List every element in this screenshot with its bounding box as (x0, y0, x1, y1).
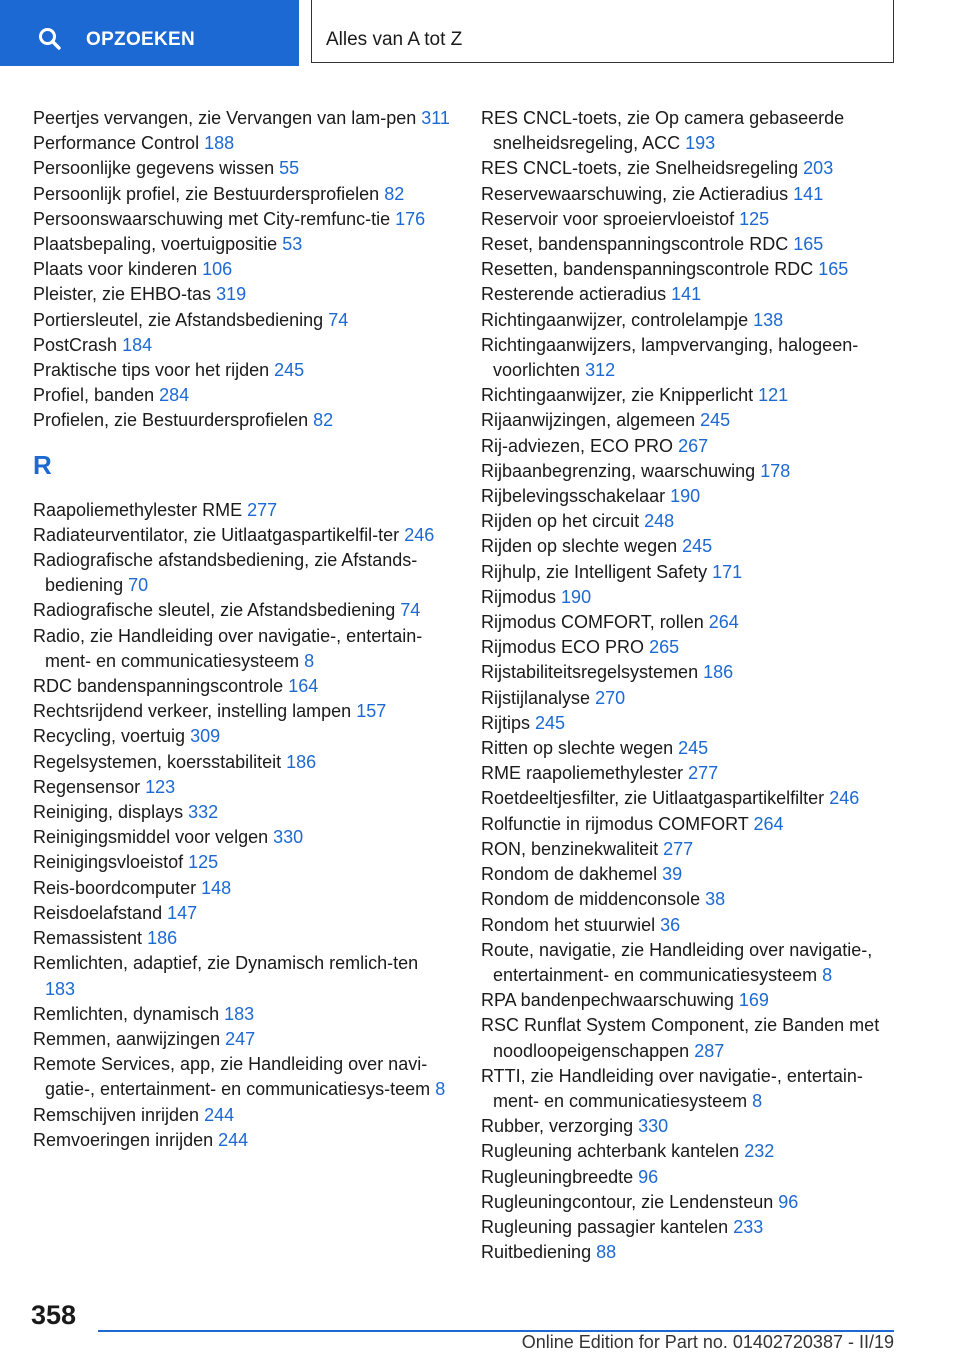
index-page-link[interactable]: 141 (793, 183, 824, 204)
index-entry-text: Rechtsrijdend verkeer, instelling lampen (33, 701, 352, 722)
index-entry (33, 1027, 453, 1052)
index-entry (481, 1240, 901, 1265)
index-list-r (33, 498, 453, 1153)
index-entry-text: RSC Runflat System Component, zie Banden met noodloopeigenschappen (481, 1015, 880, 1061)
index-entry (481, 459, 901, 484)
index-entry-text: Rondom de middenconsole (481, 889, 701, 910)
index-entry-text: Rondom het stuurwiel (481, 914, 656, 935)
index-page-link[interactable]: 74 (328, 309, 349, 330)
index-entry-text: Rij-adviezen, ECO PRO (481, 435, 674, 456)
index-entry (33, 131, 453, 156)
index-entry (481, 1064, 901, 1114)
index-entry-text: Radio, zie Handleiding over navigatie-, entertain‐ment- en communicatiesysteem (33, 625, 423, 671)
index-entry-text: Rijstabiliteitsregelsystemen (481, 662, 699, 683)
index-page-link[interactable]: 244 (204, 1104, 235, 1125)
header-bar (0, 0, 960, 68)
index-page-link[interactable]: 8 (752, 1090, 763, 1111)
index-entry (33, 775, 453, 800)
index-entry-text: Route, navigatie, zie Handleiding over navigatie-, entertainment- en communicatiesysteem (481, 939, 873, 985)
index-entry (33, 333, 453, 358)
index-entry-text: Regensensor (33, 776, 141, 797)
index-entry (33, 257, 453, 282)
index-entry (481, 862, 901, 887)
index-page-link[interactable]: 8 (435, 1079, 446, 1100)
index-entry-text: Ruitbediening (481, 1242, 592, 1263)
index-page-link[interactable]: 8 (304, 650, 315, 671)
chapter-title: Alles van A tot Z (326, 29, 463, 50)
index-entry-text: Rubber, verzorging (481, 1116, 634, 1137)
index-entry-text: Rijmodus ECO PRO (481, 637, 645, 658)
index-entry (33, 724, 453, 749)
index-entry-text: Praktische tips voor het rijden (33, 360, 270, 381)
index-page-link[interactable]: 169 (738, 990, 769, 1011)
index-entry (481, 786, 901, 811)
index-entry-text: RPA bandenpechwaarschuwing (481, 990, 734, 1011)
index-page-link[interactable]: 96 (638, 1166, 659, 1187)
index-entry-text: Rugleuningcontour, zie Lendensteun (481, 1191, 774, 1212)
index-entry (33, 674, 453, 699)
index-entry (33, 598, 453, 623)
index-entry-text: RON, benzinekwaliteit (481, 838, 659, 859)
index-entry-text: Rijbaanbegrenzing, waarschuwing (481, 460, 756, 481)
index-entry-text: Reinigingsvloeistof (33, 852, 184, 873)
index-entry (33, 383, 453, 408)
index-page-link[interactable]: 74 (400, 600, 421, 621)
index-page-link[interactable]: 88 (596, 1242, 617, 1263)
index-page-link[interactable]: 246 (404, 524, 435, 545)
index-entry-text: Reis-boordcomputer (33, 877, 197, 898)
index-entry-text: PostCrash (33, 334, 118, 355)
index-page-link[interactable]: 232 (744, 1141, 775, 1162)
index-entry (33, 901, 453, 926)
index-entry-text: Reinigingsmiddel voor velgen (33, 827, 269, 848)
index-entry-text: Resetten, bandenspanningscontrole RDC (481, 259, 814, 280)
index-page-link[interactable]: 330 (273, 827, 304, 848)
index-entry (33, 926, 453, 951)
index-entry (481, 913, 901, 938)
index-entry-text: Rugleuningbreedte (481, 1166, 634, 1187)
index-entry (33, 498, 453, 523)
index-entry-text: RTTI, zie Handleiding over navigatie-, entertain‐ment- en communicatiesysteem (481, 1065, 863, 1111)
index-entry (481, 610, 901, 635)
index-column-right (481, 106, 901, 1265)
index-page-link[interactable]: 164 (288, 676, 319, 697)
index-entry (33, 1002, 453, 1027)
index-page-link[interactable]: 157 (356, 701, 387, 722)
index-entry-text: RES CNCL-toets, zie Snelheidsregeling (481, 158, 799, 179)
index-entry (33, 308, 453, 333)
index-entry (481, 434, 901, 459)
index-page-link[interactable]: 178 (760, 460, 791, 481)
index-page-link[interactable]: 309 (190, 726, 221, 747)
index-page-link[interactable]: 190 (561, 586, 592, 607)
index-entry (481, 988, 901, 1013)
index-entry (481, 837, 901, 862)
index-entry (33, 624, 453, 674)
index-entry (481, 1190, 901, 1215)
index-entry-text: Radiografische afstandsbediening, zie Afstands‐bediening (33, 550, 418, 596)
index-page-link[interactable]: 332 (188, 802, 219, 823)
index-page-link[interactable]: 165 (818, 259, 849, 280)
index-page-link[interactable]: 264 (753, 813, 784, 834)
index-entry-text: Roetdeeltjesfilter, zie Uitlaatgaspartikelfilter (481, 788, 825, 809)
index-entry (481, 282, 901, 307)
index-entry-text: Reservoir voor sproeiervloeistof (481, 208, 735, 229)
index-page-link[interactable]: 184 (122, 334, 153, 355)
index-entry-text: Plaats voor kinderen (33, 259, 198, 280)
index-entry-text: Performance Control (33, 133, 200, 154)
index-entry-text: Persoonlijke gegevens wissen (33, 158, 275, 179)
index-page-link[interactable]: 264 (708, 612, 739, 633)
index-entry (33, 750, 453, 775)
index-entry (33, 548, 453, 598)
index-page-link[interactable]: 125 (739, 208, 770, 229)
index-entry (481, 106, 901, 156)
index-page-link[interactable]: 270 (595, 687, 626, 708)
index-page-link[interactable]: 121 (758, 385, 789, 406)
index-entry (481, 660, 901, 685)
index-entry-text: Profiel, banden (33, 385, 155, 406)
index-entry-text: Reiniging, displays (33, 802, 184, 823)
index-entry (33, 358, 453, 383)
index-entry-text: Remassistent (33, 928, 143, 949)
index-entry (481, 1013, 901, 1063)
index-entry (33, 156, 453, 181)
index-list-r-continued (481, 106, 901, 1265)
index-page-link[interactable]: 267 (678, 435, 709, 456)
index-entry-text: Rugleuning passagier kantelen (481, 1216, 729, 1237)
index-page-link[interactable]: 138 (753, 309, 784, 330)
index-entry (481, 736, 901, 761)
index-page-link[interactable]: 96 (778, 1191, 799, 1212)
index-entry (481, 1215, 901, 1240)
index-entry-text: Rondom de dakhemel (481, 864, 658, 885)
index-page-link[interactable]: 319 (216, 284, 247, 305)
index-entry-text: Reset, bandenspanningscontrole RDC (481, 234, 789, 255)
index-entry-text: Richtingaanwijzers, lampvervanging, halogeen‐voorlichten (481, 334, 859, 381)
index-page-link[interactable]: 186 (286, 751, 317, 772)
index-entry (481, 1139, 901, 1164)
index-entry-text: Rijden op het circuit (481, 511, 640, 532)
index-entry (481, 938, 901, 988)
index-entry (33, 825, 453, 850)
search-icon (38, 27, 62, 51)
index-entry-text: Rijstijlanalyse (481, 687, 591, 708)
index-entry (481, 1114, 901, 1139)
index-page-link[interactable]: 244 (218, 1129, 249, 1150)
index-entry (481, 711, 901, 736)
index-entry-text: Profielen, zie Bestuurdersprofielen (33, 410, 309, 431)
index-entry (481, 534, 901, 559)
index-entry-text: RDC bandenspanningscontrole (33, 676, 284, 697)
index-entry-text: Ritten op slechte wegen (481, 738, 674, 759)
index-page-link[interactable]: 193 (685, 133, 716, 154)
index-entry (33, 207, 453, 232)
index-entry-text: Remvoeringen inrijden (33, 1129, 214, 1150)
index-entry-text: Remschijven inrijden (33, 1104, 200, 1125)
index-entry (33, 232, 453, 257)
index-page-link[interactable]: 82 (384, 183, 405, 204)
index-page-link[interactable]: 53 (282, 234, 303, 255)
index-entry (481, 333, 901, 383)
index-entry-text: Remote Services, app, zie Handleiding over navi‐gatie-, entertainment- en communicatiesys‐teem (33, 1054, 431, 1100)
index-page-link[interactable]: 141 (671, 284, 702, 305)
index-entry-text: Plaatsbepaling, voertuigpositie (33, 234, 278, 255)
index-entry-text: Reisdoelafstand (33, 902, 163, 923)
index-list-p (33, 106, 453, 434)
index-page-link[interactable]: 70 (128, 575, 149, 596)
index-page-link[interactable]: 186 (147, 928, 178, 949)
index-entry (33, 523, 453, 548)
index-entry-text: Rolfunctie in rijmodus COMFORT (481, 813, 749, 834)
index-page-link[interactable]: 183 (224, 1003, 255, 1024)
index-entry-text: Resterende actieradius (481, 284, 667, 305)
index-entry (481, 761, 901, 786)
index-page-link[interactable]: 176 (395, 208, 426, 229)
index-entry-text: Peertjes vervangen, zie Vervangen van lam‐pen (33, 108, 417, 128)
index-page-link[interactable]: 190 (670, 486, 701, 507)
index-page-link[interactable]: 186 (703, 662, 734, 683)
index-entry (481, 1165, 901, 1190)
index-page-link[interactable]: 277 (688, 763, 719, 784)
index-entry (33, 850, 453, 875)
index-page-link[interactable]: 265 (649, 637, 680, 658)
index-entry-text: Reservewaarschuwing, zie Actieradius (481, 183, 789, 204)
index-entry (33, 951, 453, 1001)
index-page-link[interactable]: 8 (822, 964, 833, 985)
index-entry-text: Remlichten, dynamisch (33, 1003, 220, 1024)
index-page-link[interactable]: 188 (204, 133, 235, 154)
index-entry (33, 876, 453, 901)
edition-info: Online Edition for Part no. 01402720387 - II/19 (521, 1332, 894, 1352)
index-entry (33, 106, 453, 131)
index-page-link[interactable]: 246 (829, 788, 860, 809)
index-entry-text: Regelsystemen, koersstabiliteit (33, 751, 282, 772)
index-entry (481, 635, 901, 660)
index-entry (481, 812, 901, 837)
search-button[interactable] (0, 0, 299, 66)
index-page-link[interactable]: 36 (660, 914, 681, 935)
index-page-link[interactable]: 284 (159, 385, 190, 406)
index-page-link[interactable]: 233 (733, 1216, 764, 1237)
index-entry (481, 686, 901, 711)
index-entry (33, 1052, 453, 1102)
index-entry-text: Recycling, voertuig (33, 726, 186, 747)
index-entry-text: Radiografische sleutel, zie Afstandsbediening (33, 600, 396, 621)
index-entry-text: Richtingaanwijzer, zie Knipperlicht (481, 385, 754, 406)
index-entry (33, 1103, 453, 1128)
index-entry (481, 232, 901, 257)
index-entry (481, 509, 901, 534)
search-button-label: OPZOEKEN (86, 29, 196, 50)
index-entry (481, 207, 901, 232)
index-entry (481, 257, 901, 282)
index-page-link[interactable]: 39 (662, 864, 683, 885)
index-entry-text: Persoonswaarschuwing met City-remfunc‐tie (33, 208, 391, 229)
index-entry-text: Raapoliemethylester RME (33, 499, 243, 520)
index-entry (481, 585, 901, 610)
index-entry-text: Rijmodus (481, 586, 557, 607)
index-page-link[interactable]: 38 (705, 889, 726, 910)
index-entry-text: Rijtips (481, 712, 531, 733)
index-entry (33, 699, 453, 724)
index-entry-text: Rijden op slechte wegen (481, 536, 678, 557)
index-entry-text: Remmen, aanwijzingen (33, 1028, 221, 1049)
index-entry-text: Rijhulp, zie Intelligent Safety (481, 561, 708, 582)
index-entry-text: Rugleuning achterbank kantelen (481, 1141, 740, 1162)
index-page-link[interactable]: 311 (421, 108, 450, 128)
index-entry-text: Remlichten, adaptief, zie Dynamisch remlich‐ten (33, 953, 419, 974)
index-page-link[interactable]: 55 (279, 158, 300, 179)
index-page-link[interactable]: 106 (202, 259, 233, 280)
index-entry (481, 383, 901, 408)
index-page-link[interactable]: 147 (167, 902, 198, 923)
index-entry (481, 156, 901, 181)
index-entry-text: RME raapoliemethylester (481, 763, 684, 784)
chapter-title-box (311, 0, 894, 63)
index-page-link[interactable]: 183 (45, 978, 76, 999)
index-page-link[interactable]: 203 (803, 158, 834, 179)
index-page-link[interactable]: 277 (247, 499, 278, 520)
index-page-link[interactable]: 247 (225, 1028, 256, 1049)
index-entry (33, 182, 453, 207)
index-entry-text: Rijmodus COMFORT, rollen (481, 612, 704, 633)
index-entry (33, 282, 453, 307)
index-page-link[interactable]: 125 (188, 852, 219, 873)
index-page-link[interactable]: 287 (694, 1040, 725, 1061)
index-entry-text: Radiateurventilator, zie Uitlaatgaspartikelfil‐ter (33, 524, 400, 545)
index-entry-text: Richtingaanwijzer, controlelampje (481, 309, 749, 330)
index-page-link[interactable]: 245 (682, 536, 713, 557)
index-page-link[interactable]: 245 (678, 738, 709, 759)
index-page-link[interactable]: 245 (535, 712, 566, 733)
index-entry-text: Persoonlijk profiel, zie Bestuurdersprofielen (33, 183, 380, 204)
page-number: 358 (31, 1300, 77, 1330)
index-entry (33, 408, 453, 433)
index-page-link[interactable]: 330 (638, 1116, 669, 1137)
index-page-link[interactable]: 245 (274, 360, 305, 381)
index-page-link[interactable]: 171 (712, 561, 743, 582)
section-letter: R (33, 449, 52, 480)
index-entry-text: Rijbelevingsschakelaar (481, 486, 666, 507)
index-entry (33, 1128, 453, 1153)
index-page-link[interactable]: 165 (793, 234, 824, 255)
index-page-link[interactable]: 245 (700, 410, 731, 431)
index-entry (33, 800, 453, 825)
index-entry (481, 560, 901, 585)
index-page-link[interactable]: 82 (313, 410, 334, 431)
index-entry (481, 408, 901, 433)
index-entry (481, 182, 901, 207)
index-entry-text: Portiersleutel, zie Afstandsbediening (33, 309, 324, 330)
index-page-link[interactable]: 312 (585, 360, 616, 381)
index-page-link[interactable]: 148 (201, 877, 232, 898)
index-entry (481, 887, 901, 912)
index-page-link[interactable]: 248 (644, 511, 675, 532)
index-page-link[interactable]: 123 (145, 776, 176, 797)
index-entry (481, 308, 901, 333)
index-entry-text: Rijaanwijzingen, algemeen (481, 410, 696, 431)
index-entry (481, 484, 901, 509)
index-page-link[interactable]: 277 (663, 838, 694, 859)
index-column-left (33, 106, 453, 1153)
index-entry-text: RES CNCL-toets, zie Op camera gebaseerde snelheidsregeling, ACC (481, 108, 845, 154)
index-entry-text: Pleister, zie EHBO-tas (33, 284, 212, 305)
